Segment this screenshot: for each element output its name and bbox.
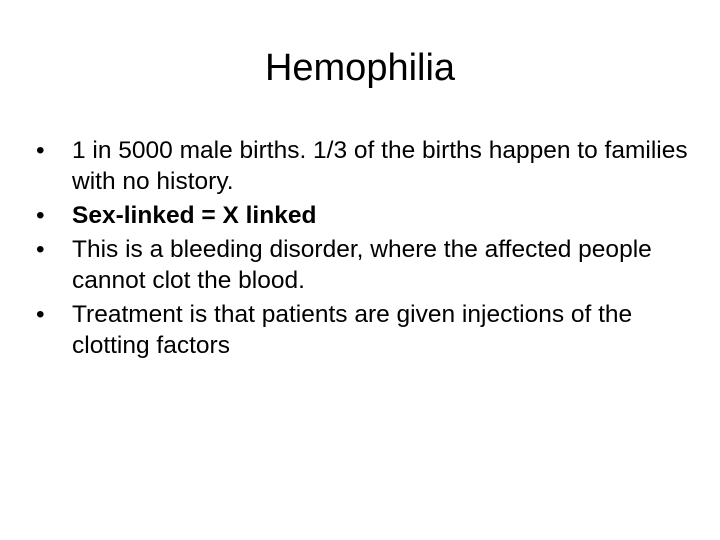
bullet-item-4 bbox=[36, 299, 696, 361]
bullet-text-4: Treatment is that patients are given injections of the clotting factors bbox=[72, 301, 633, 359]
bullet-item-3 bbox=[36, 234, 696, 296]
bullet-item-1 bbox=[36, 135, 696, 197]
bullet-list bbox=[36, 135, 696, 364]
bullet-dot-icon: • bbox=[36, 202, 45, 229]
bullet-dot-icon: • bbox=[36, 236, 45, 263]
bullet-text-2: Sex-linked = X linked bbox=[72, 202, 317, 229]
bullet-item-2 bbox=[36, 200, 696, 231]
bullet-dot-icon: • bbox=[36, 137, 45, 164]
slide-title: Hemophilia bbox=[264, 47, 456, 89]
bullet-dot-icon: • bbox=[36, 301, 45, 328]
bullet-text-1: 1 in 5000 male births. 1/3 of the births happen to families with no history. bbox=[72, 137, 688, 195]
bullet-text-3: This is a bleeding disorder, where the affected people cannot clot the blood. bbox=[72, 236, 652, 294]
